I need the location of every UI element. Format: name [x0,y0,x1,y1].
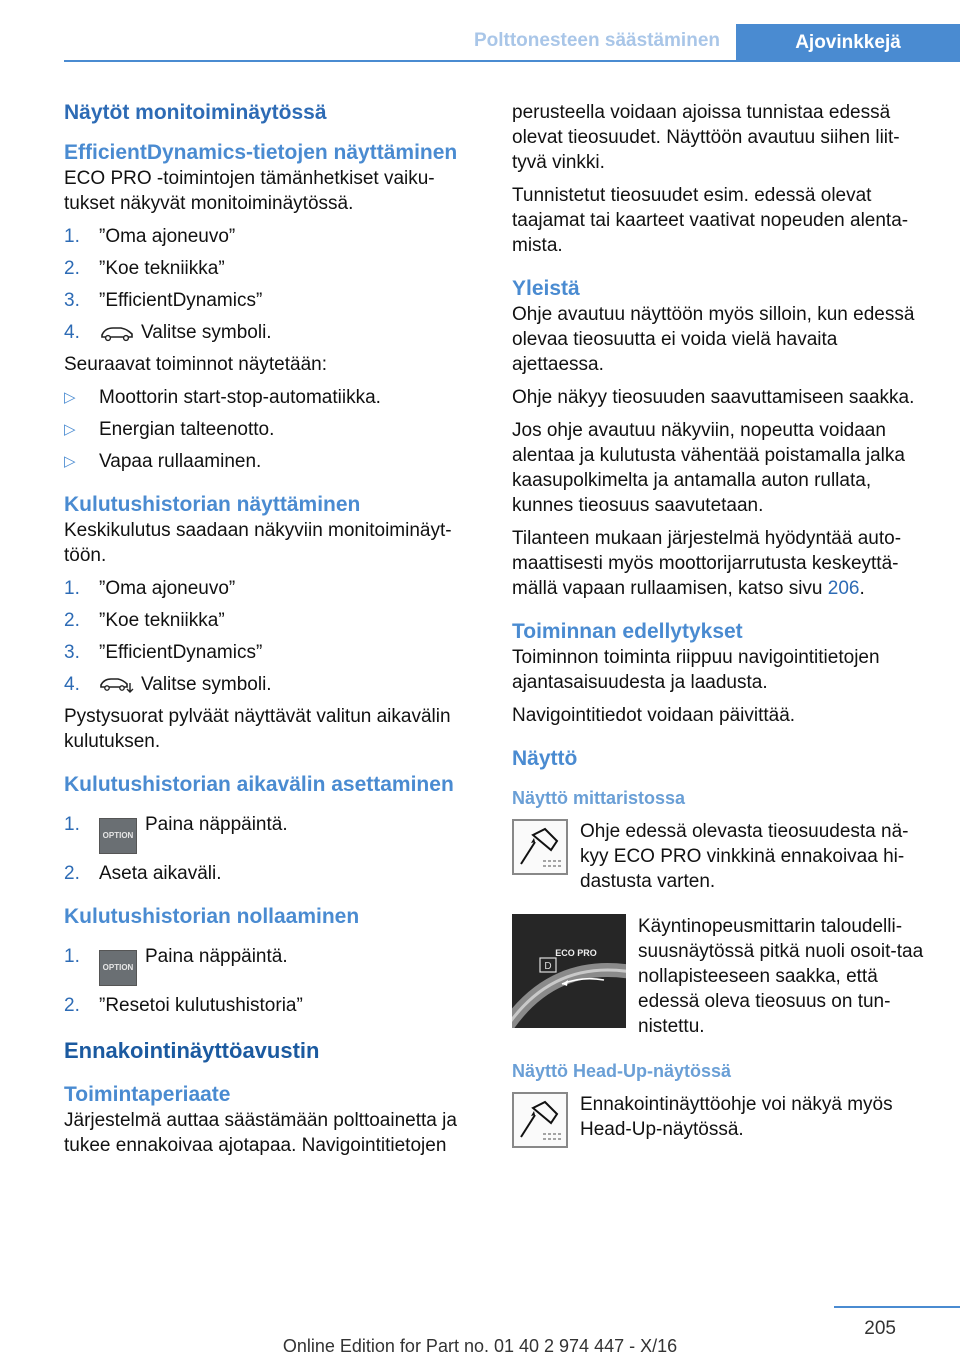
page-number: 205 [864,1318,896,1339]
paragraph: Pystysuorat pylväät näyttävät valitun aikavälin kulutuksen. [64,706,451,752]
left-column [64,100,478,1166]
consumption-symbol-icon [99,675,135,695]
hint-text: Käyntinopeusmittarin taloudelli-suusnäytössä pitkä nuoli osoit-taa nollapisteeseen saakka, että edessä oleva tieosuus on tun-nistettu. [638,916,924,1037]
page-link[interactable]: 206 [827,578,860,599]
paragraph: Navigointitiedot voidaan päivittää. [512,705,796,726]
list-item: 4. Valitse symboli. [64,322,272,343]
steps-list [64,576,478,697]
list-item: ▷ Moottorin start-stop-automatiikka. [64,387,381,408]
paragraph: Ohje näkyy tieosuuden saavuttamiseen saakka. [512,387,915,408]
page-header [64,24,960,62]
paragraph: Toiminnon toiminta riippuu navigointitietojen ajantasaisuudesta ja laadusta. [512,647,880,693]
list-item: ▷ Energian talteenotto. [64,419,275,440]
paragraph: Ohje avautuu näyttöön myös silloin, kun edessä olevaa tieosuutta ei voida vielä havaita ajettaessa. [512,304,915,375]
heading-naytto: Näyttö [512,747,578,770]
hint-text: Ennakointinäyttöohje voi näkyä myös Head-Up-näytössä. [580,1094,893,1140]
bullet-list [64,385,478,474]
section-title: Näytöt monitoiminäytössä [64,101,327,124]
paragraph: ECO PRO -toimintojen tämänhetkiset vaiku-tukset näkyvät monitoiminäytössä. [64,168,435,214]
list-item: ▷ Vapaa rullaaminen. [64,451,262,472]
list-item: 2. ”Koe tekniikka” [64,610,225,631]
headup-hint-row [512,1092,930,1148]
paragraph: Keskikulutus saadaan näkyviin monitoiminäyt-töön. [64,520,452,566]
list-item: 3. ”EfficientDynamics” [64,642,263,663]
hint-text: Ohje edessä olevasta tieosuudesta nä-kyy ECO PRO vinkkinä ennakoivaa hi-dastusta varten. [580,821,909,892]
eco-pro-cluster-image [512,914,626,1028]
instrument-hint-row [512,819,930,894]
heading-nollaaminen: Kulutushistorian nollaaminen [64,905,360,928]
list-item: 1. ”Oma ajoneuvo” [64,226,236,247]
heading-aikavali: Kulutushistorian aikavälin asettaminen [64,773,454,796]
heading-ennakointi: Ennakointinäyttöavustin [64,1038,320,1063]
heading-efficientdynamics: EfficientDynamics-tietojen näyttäminen [64,141,458,164]
header-section: Polttonesteen säästäminen [473,30,720,51]
edition-note: Online Edition for Part no. 01 40 2 974 447 - X/16 [282,1336,678,1356]
list-item: 1. OPTIONPaina näppäintä. [64,812,478,854]
anticipation-hint-icon [512,1092,568,1148]
paragraph: Tilanteen mukaan järjestelmä hyödyntää auto-maattisesti myös moottorijarrutusta keskeyttä-mällä vapaan rullaamisen, katso sivu 206. [512,528,902,599]
option-button-icon: OPTION [99,950,137,986]
heading-kulutushistoria: Kulutushistorian näyttäminen [64,493,361,516]
paragraph: Tunnistetut tieosuudet esim. edessä olevat taajamat tai kaarteet vaativat nopeuden alenta-mista. [512,185,909,256]
paragraph: Jos ohje avautuu näkyviin, nopeutta voidaan alentaa ja kulutusta vähentää poistamalla jalka kaasupolkimelta ja antamalla auton rullata, kunnes tieosuus saavutetaan. [512,420,905,516]
list-item: 1. OPTIONPaina näppäintä. [64,944,478,986]
tachometer-hint-row [512,914,930,1039]
list-item: 4. Valitse symboli. [64,674,272,695]
footer-rule [834,1306,960,1308]
list-item: 2. ”Koe tekniikka” [64,258,225,279]
right-column [512,100,930,1168]
steps-list [64,944,478,1018]
steps-list [64,812,478,886]
car-symbol-icon [99,323,135,343]
cluster-gear: D [544,961,552,972]
heading-toimintaperiaate: Toimintaperiaate [64,1083,231,1106]
header-tab: Ajovinkkejä [736,24,960,62]
header-rule [64,60,960,62]
cluster-eco-label: ECO PRO [555,948,597,958]
paragraph: Seuraavat toiminnot näytetään: [64,354,328,375]
steps-list [64,224,478,345]
anticipation-hint-icon [512,819,568,875]
list-item: 2. Aseta aikaväli. [64,863,222,884]
subheading-headup: Näyttö Head-Up-näytössä [512,1061,732,1081]
heading-edellytykset: Toiminnan edellytykset [512,620,743,643]
list-item: 1. ”Oma ajoneuvo” [64,578,236,599]
paragraph: Järjestelmä auttaa säästämään polttoainetta ja tukee ennakoivaa ajotapaa. Navigointitietojen [64,1110,457,1156]
heading-yleista: Yleistä [512,277,580,300]
subheading-mittaristo: Näyttö mittaristossa [512,788,686,808]
list-item: 2. ”Resetoi kulutushistoria” [64,995,303,1016]
list-item: 3. ”EfficientDynamics” [64,290,263,311]
option-button-icon: OPTION [99,818,137,854]
paragraph: perusteella voidaan ajoissa tunnistaa edessä olevat tieosuudet. Näyttöön avautuu siihen liit-tyvä vinkki. [512,102,900,173]
